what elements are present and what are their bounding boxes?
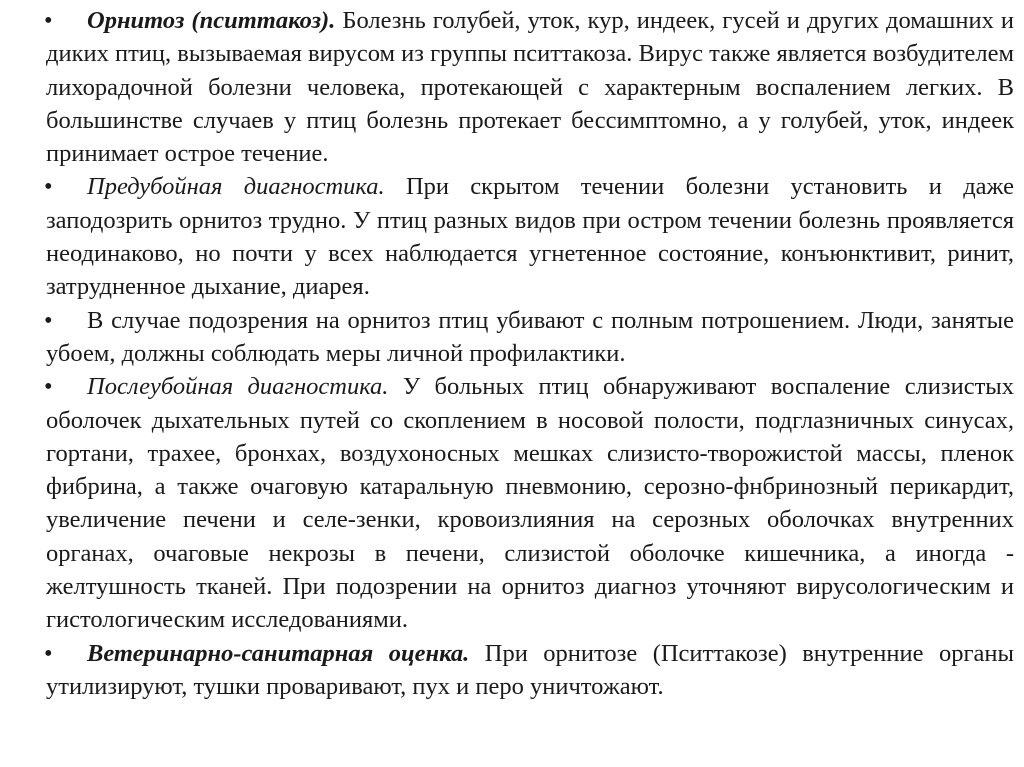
paragraph-body	[46, 370, 1014, 636]
paragraph-text: При орнитозе (Пситтакозе) внутренние органы утилизируют, тушки проваривают, пух и перо уничтожают.	[46, 639, 1014, 700]
bullet-icon: •	[44, 173, 53, 201]
paragraph-body	[46, 4, 1014, 170]
paragraph-text: При скрытом течении болезни установить и даже заподозрить орнитоз трудно. У птиц разных видов при остром течении болезнь проявляется неодинаково, но почти у всех наблюдается угнетенное состояние, конъюнктивит, ринит, затрудненное дыхание, диарея.	[46, 173, 1015, 301]
bullet-icon: •	[44, 373, 53, 401]
paragraph-text: У больных птиц обнаруживают воспаление слизистых оболочек дыхательных путей со скоплением в носовой полости, подглазничных синусах, гортани, трахее, бронхах, воздухоносных мешках слизисто-творожистой массы, пленок фибрина, а также очаговую катаральную пневмонию, серозно-фнбринозный перикардит, увеличение печени и селе-зенки, кровоизлияния на серозных оболочках внутренних органах, очаговые некрозы в печени, слизистой оболочке кишечника, а иногда - желтушность тканей. При подозрении на орнитоз диагноз уточняют вирусологическим и гистологическим исследованиями.	[46, 373, 1014, 634]
paragraph-lead: Предубойная диагностика.	[87, 173, 385, 201]
paragraph-postslaughter-diagnostics	[46, 370, 1014, 636]
paragraph-lead: Орнитоз (пситтакоз).	[87, 7, 336, 34]
paragraph-text: В случае подозрения на орнитоз птиц убивают с полным потрошением. Люди, занятые убоем, должны соблюдать меры личной профилактики.	[46, 306, 1014, 367]
bullet-icon: •	[44, 7, 53, 34]
paragraph-body	[46, 304, 1014, 371]
paragraph-lead: Ветеринарно-санитарная оценка.	[87, 639, 470, 667]
paragraph-body	[46, 637, 1014, 704]
bullet-icon: •	[44, 639, 53, 667]
paragraph-ornithosis	[46, 4, 1014, 170]
paragraph-text: Болезнь голубей, уток, кур, индеек, гусей и других домашних и диких птиц, вызываемая вирусом из группы пситтакоза. Вирус также является возбудителем лихорадочной болезни человека, протекающей с характерным воспалением легких. В большинстве случаев у птиц болезнь протекает бессимптомно, а у голубей, уток, индеек принимает острое течение.	[46, 7, 1015, 168]
paragraph-vet-sanitary-assessment	[46, 637, 1014, 704]
paragraph-lead: Послеубойная диагностика.	[87, 373, 389, 401]
paragraph-slaughter-precautions	[46, 304, 1014, 371]
paragraph-preslaughter-diagnostics	[46, 170, 1014, 303]
bullet-icon: •	[44, 306, 53, 334]
paragraph-body	[46, 170, 1014, 303]
